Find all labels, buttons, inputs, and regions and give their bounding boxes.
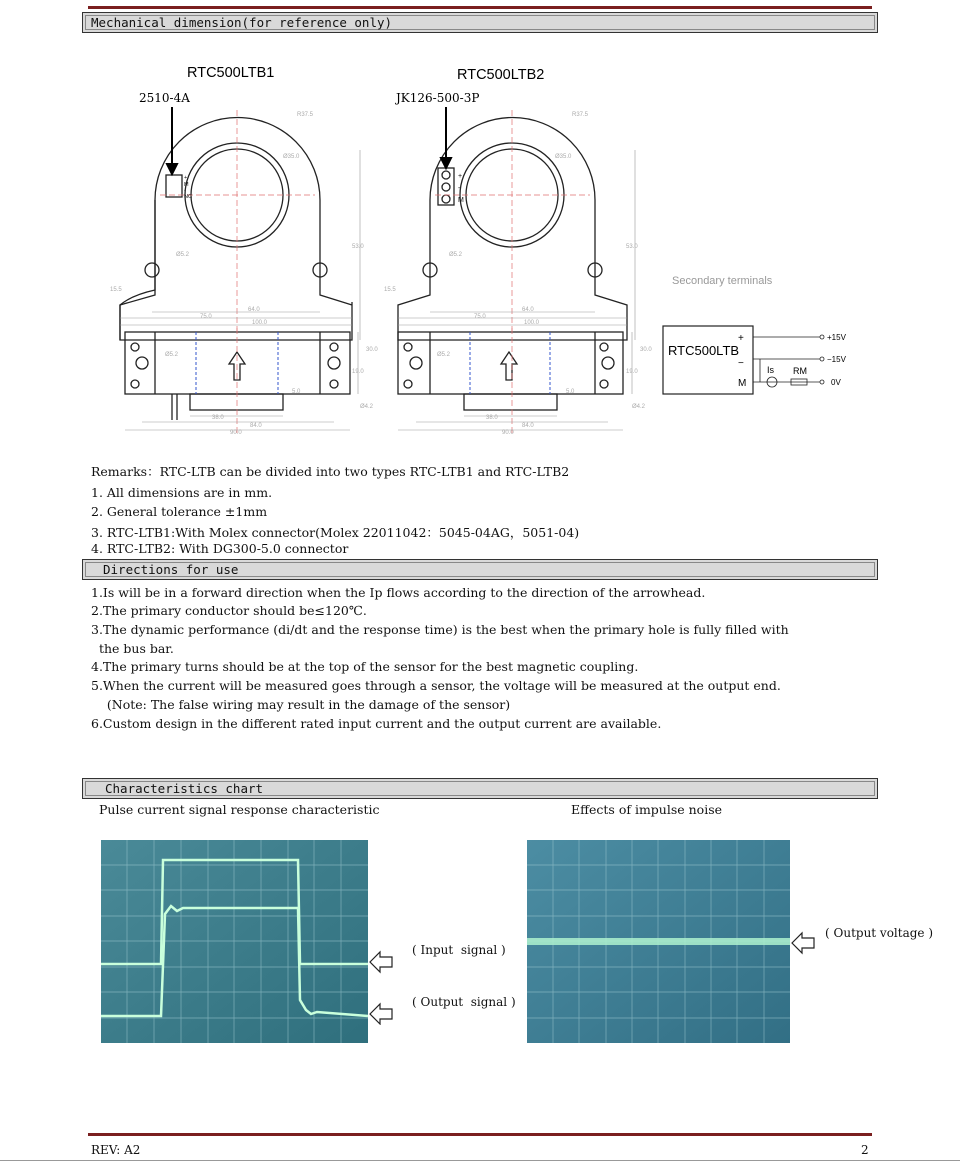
dim-d42-2: Ø4.2 bbox=[632, 404, 646, 410]
sensor2-bottom-view bbox=[398, 332, 623, 394]
page-number: 2 bbox=[861, 1143, 869, 1157]
input-signal-label: ( Input signal ) bbox=[412, 943, 506, 957]
direction-3: 3.The dynamic performance (di/dt and the response time) is the best when the primary hole is fully filled with bbox=[91, 622, 789, 637]
dim-t50-2: 5.0 bbox=[566, 389, 575, 395]
dim-h155-2: 15.5 bbox=[384, 287, 396, 293]
right-chart-title: Effects of impulse noise bbox=[571, 802, 723, 817]
section-header-characteristics bbox=[82, 778, 878, 799]
pin1-c: - bbox=[184, 188, 186, 194]
dim-d52-b1: Ø5.2 bbox=[165, 352, 179, 358]
terminal-plus: + bbox=[738, 333, 744, 344]
section-header-directions bbox=[82, 559, 878, 580]
model1-title: RTC500LTB1 bbox=[187, 65, 275, 81]
direction-6: 6.Custom design in the different rated input current and the output current are available. bbox=[91, 716, 662, 731]
direction-3-cont: the bus bar. bbox=[91, 641, 174, 656]
direction-1: 1.Is will be in a forward direction when the Ip flows according to the direction of the arrowhead. bbox=[91, 585, 706, 600]
connector2-label: JK126-500-3P bbox=[396, 91, 480, 105]
output-voltage-arrow-icon bbox=[792, 933, 814, 953]
output-voltage-trace bbox=[527, 938, 790, 945]
pulse-response-scope bbox=[101, 840, 368, 1043]
output-voltage-arrow bbox=[790, 931, 816, 955]
section-title: Mechanical dimension(for reference only) bbox=[91, 15, 393, 30]
terminal-minus: − bbox=[738, 358, 744, 369]
footer-rule bbox=[88, 1133, 872, 1136]
output-arrow-icon bbox=[370, 1004, 392, 1024]
dim-h190-1: 19.0 bbox=[352, 369, 364, 375]
dim-d52-2: Ø5.2 bbox=[449, 252, 463, 258]
section-header-mechanical bbox=[82, 12, 878, 33]
pin1-d: NC bbox=[184, 194, 192, 200]
page-bottom-rule bbox=[0, 1160, 960, 1161]
input-arrow-icon bbox=[370, 952, 392, 972]
dim-w380-2: 38.0 bbox=[486, 415, 498, 421]
direction-5-note: (Note: The false wiring may result in the damage of the sensor) bbox=[91, 697, 511, 712]
dim-w1000-2: 100.0 bbox=[524, 320, 540, 326]
dim-t50-1: 5.0 bbox=[292, 389, 301, 395]
pin1-a: + bbox=[184, 175, 188, 181]
pin2-a: + bbox=[458, 173, 463, 180]
scope-arrows bbox=[368, 950, 394, 1025]
dim-w640-1: 64.0 bbox=[248, 307, 260, 313]
terminal-rm: RM bbox=[793, 366, 807, 376]
dim-w840-1: 84.0 bbox=[250, 423, 262, 429]
dim-d42-1: Ø4.2 bbox=[360, 404, 374, 410]
dim-w900-1: 90.0 bbox=[230, 430, 242, 436]
dim-h300-2: 30.0 bbox=[640, 347, 652, 353]
dim-w750-1: 75.0 bbox=[200, 314, 212, 320]
direction-2: 2.The primary conductor should be≤120℃. bbox=[91, 603, 367, 618]
secondary-terminals-label: Secondary terminals bbox=[672, 275, 773, 287]
dim-h530-2: 53.0 bbox=[626, 244, 638, 250]
dim-d350-1: Ø35.0 bbox=[283, 154, 300, 160]
dim-w900-2: 90.0 bbox=[502, 430, 514, 436]
direction-5: 5.When the current will be measured goes through a sensor, the voltage will be measured at the output end. bbox=[91, 678, 781, 693]
voltage-neg: −15V bbox=[827, 355, 846, 364]
dim-w840-2: 84.0 bbox=[522, 423, 534, 429]
dim-d52-b2: Ø5.2 bbox=[437, 352, 451, 358]
terminal-box-label: RTC500LTB bbox=[668, 343, 740, 358]
dim-w750-2: 75.0 bbox=[474, 314, 486, 320]
dim-r375-1: R37.5 bbox=[297, 112, 314, 118]
remark-item-3: 3. RTC-LTB1:With Molex connector(Molex 22011042：5045-04AG，5051-04) bbox=[91, 525, 580, 540]
section-title: Characteristics chart bbox=[105, 781, 264, 796]
connector1-label: 2510-4A bbox=[139, 91, 190, 105]
terminal-m: M bbox=[738, 378, 747, 389]
revision: REV: A2 bbox=[91, 1143, 141, 1157]
section-title: Directions for use bbox=[103, 562, 239, 577]
voltage-pos: +15V bbox=[827, 333, 846, 342]
pin1-b: M bbox=[184, 182, 189, 188]
remark-item-4: 4. RTC-LTB2: With DG300-5.0 connector bbox=[91, 541, 349, 556]
dim-h300-1: 30.0 bbox=[366, 347, 378, 353]
dim-d350-2: Ø35.0 bbox=[555, 154, 572, 160]
dim-w640-2: 64.0 bbox=[522, 307, 534, 313]
dim-r375-2: R37.5 bbox=[572, 112, 589, 118]
sensor2-outline bbox=[398, 117, 627, 340]
top-rule bbox=[88, 6, 872, 9]
dim-h155-1: 15.5 bbox=[110, 287, 122, 293]
pin2-b: - bbox=[458, 185, 461, 192]
direction-4: 4.The primary turns should be at the top of the sensor for the best magnetic coupling. bbox=[91, 659, 639, 674]
terminal-is: Is bbox=[767, 365, 775, 375]
mechanical-drawing bbox=[0, 50, 960, 450]
voltage-zero: 0V bbox=[831, 378, 841, 387]
output-voltage-label: ( Output voltage ) bbox=[825, 926, 934, 940]
dim-h530-1: 53.0 bbox=[352, 244, 364, 250]
dim-h190-2: 19.0 bbox=[626, 369, 638, 375]
pin2-c: M bbox=[458, 197, 464, 204]
remark-item-1: 1. All dimensions are in mm. bbox=[91, 485, 273, 500]
connector2-shape bbox=[438, 168, 454, 205]
dim-w380-1: 38.0 bbox=[212, 415, 224, 421]
sensor1-bottom-view bbox=[125, 332, 350, 394]
impulse-noise-scope bbox=[527, 840, 790, 1043]
remarks-title: Remarks：RTC-LTB can be divided into two types RTC-LTB1 and RTC-LTB2 bbox=[91, 464, 570, 479]
remark-item-2: 2. General tolerance ±1mm bbox=[91, 504, 268, 519]
dim-d52-1: Ø5.2 bbox=[176, 252, 190, 258]
connector1-shape bbox=[166, 175, 182, 197]
dim-w1000-1: 100.0 bbox=[252, 320, 268, 326]
output-signal-label: ( Output signal ) bbox=[412, 995, 516, 1009]
left-chart-title: Pulse current signal response characteristic bbox=[99, 802, 380, 817]
model2-title: RTC500LTB2 bbox=[457, 67, 545, 83]
